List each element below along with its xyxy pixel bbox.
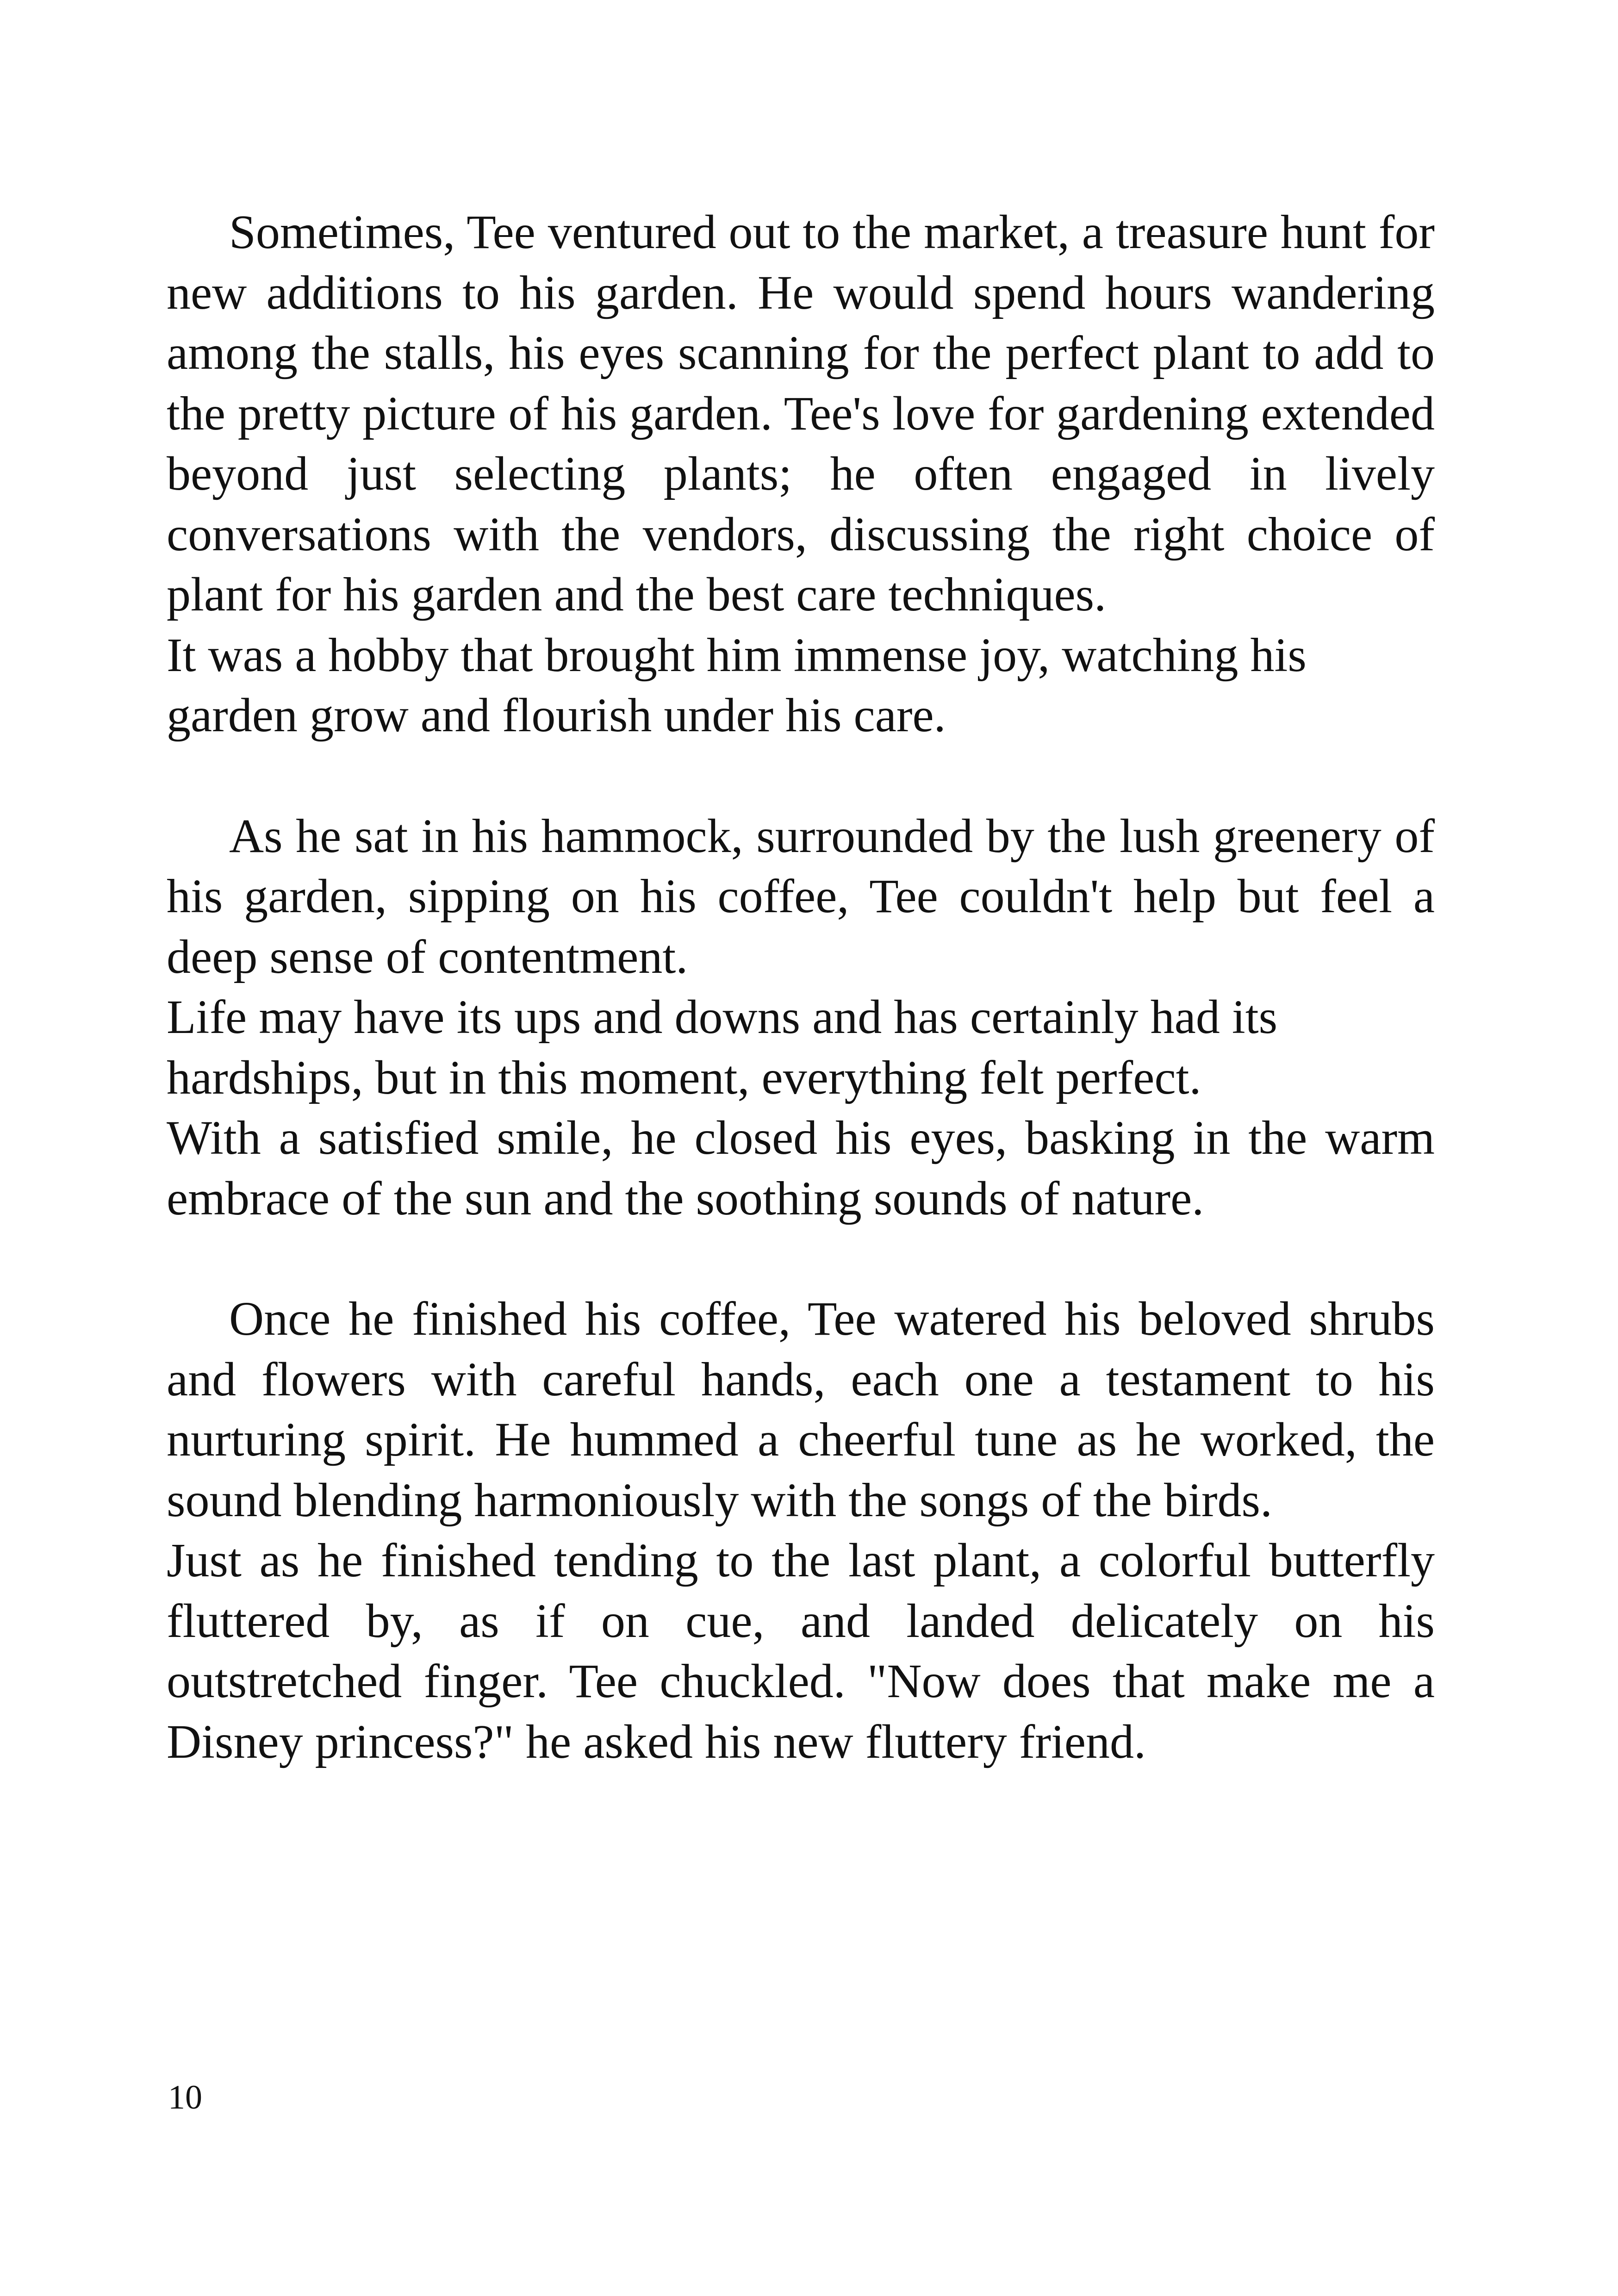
page-number: 10 [168,2078,202,2116]
paragraph-watering: Once he finished his coffee, Tee watered his beloved shrubs and flowers with careful hands, each one a testament to his nurturing spirit. He hummed a cheerful tune as he worked, the sound blending harmoniously with the songs of the birds. [167,1292,1435,1527]
body-text [167,202,1435,1772]
paragraph-butterfly: Just as he finished tending to the last plant, a colorful butterfly fluttered by, as if on cue, and landed delicately on his outstretched finger. Tee chuckled. "Now does that make me a Disney princess?" he asked his new fluttery friend. [167,1534,1435,1768]
paragraph-market: Sometimes, Tee ventured out to the market, a treasure hunt for new additions to his garden. He would spend hours wandering among the stalls, his eyes scanning for the perfect plant to add to the pretty picture of his garden. Tee's love for gardening extended beyond just selecting plants; he often engaged in lively conversations with the vendors, discussing the right choice of plant for his garden and the best care techniques. [167,205,1435,621]
paragraph-spacer [167,1229,1435,1289]
paragraph-hammock: As he sat in his hammock, surrounded by the lush greenery of his garden, sipping on his coffee, Tee couldn't help but feel a deep sense of contentment. [167,809,1435,983]
paragraph-hobby: It was a hobby that brought him immense joy, watching his garden grow and flourish under his care. [167,628,1307,742]
paragraph-life: Life may have its ups and downs and has certainly had its hardships, but in this moment, everything felt perfect. [167,990,1278,1104]
paragraph-smile: With a satisfied smile, he closed his eyes, basking in the warm embrace of the sun and the soothing sounds of nature. [167,1111,1435,1225]
paragraph-spacer [167,746,1435,806]
